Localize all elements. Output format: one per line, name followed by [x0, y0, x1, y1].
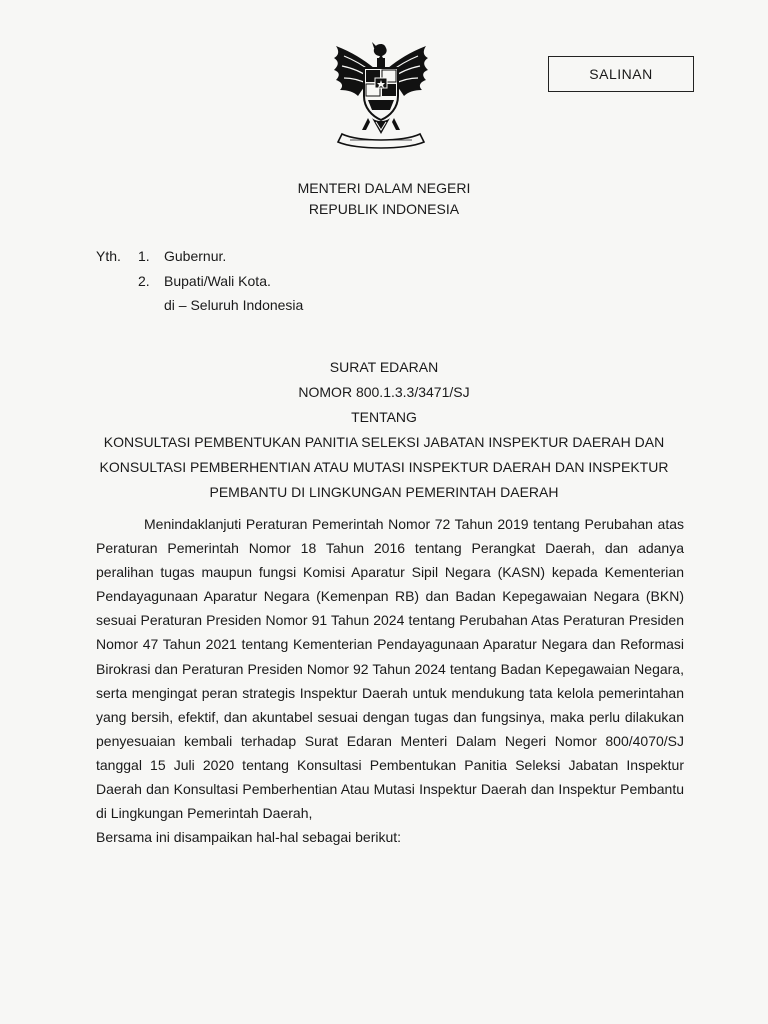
addressee-text: Gubernur.: [164, 248, 227, 264]
letter-title-line: PEMBANTU DI LINGKUNGAN PEMERINTAH DAERAH: [209, 484, 559, 500]
addressee-item-1: [96, 244, 303, 269]
addressee-location-row: [96, 293, 303, 318]
salinan-label: SALINAN: [589, 66, 653, 82]
ministry-country: REPUBLIK INDONESIA: [308, 201, 460, 217]
addressee-number: 1.: [138, 248, 150, 264]
ministry-name: MENTERI DALAM NEGERI: [297, 180, 471, 196]
letter-heading: [0, 355, 768, 505]
letter-about: TENTANG: [351, 409, 417, 425]
addressee-text: Bupati/Wali Kota.: [164, 272, 271, 289]
addressee-location: di – Seluruh Indonesia: [164, 297, 304, 313]
garuda-emblem-icon: [328, 38, 434, 150]
letter-number: NOMOR 800.1.3.3/3471/SJ: [298, 384, 470, 400]
letter-type: SURAT EDARAN: [329, 359, 439, 375]
letter-body: [96, 512, 684, 849]
body-closing: Bersama ini disampaikan hal-hal sebagai berikut:: [96, 829, 402, 846]
body-paragraph: Menindaklanjuti Peraturan Pemerintah Nomor 72 Tahun 2019 tentang Perubahan atas Peraturan Pemerintah Nomor 18 Tahun 2016 tentang Perangkat Daerah, dan adanya peralihan tugas maupun fungsi Komisi Aparatur Sipil Negara (KASN) kepada Kementerian Pendayagunaan Aparatur Negara (Kemenpan RB) dan Badan Kepegawaian Negara (BKN) sesuai Peraturan Presiden Nomor 91 Tahun 2024 tentang Perubahan Atas Peraturan Presiden Nomor 47 Tahun 2021 tentang Kementerian Pendayagunaan Aparatur Negara dan Reformasi Birokrasi dan Peraturan Presiden Nomor 92 Tahun 2024 tentang Badan Kepegawaian Negara, serta mengingat peran strategis Inspektur Daerah untuk mendukung tata kelola pemerintahan yang bersih, efektif, dan akuntabel sesuai dengan tugas dan fungsinya, maka perlu dilakukan penyesuaian kembali terhadap Surat Edaran Menteri Dalam Negeri Nomor 800/4070/SJ tanggal 15 Juli 2020 tentang Konsultasi Pembentukan Panitia Seleksi Jabatan Inspektur Daerah dan Konsultasi Pemberhentian Atau Mutasi Inspektur Daerah dan Inspektur Pembantu di Lingkungan Pemerintah Daerah,: [96, 516, 684, 822]
addressee-item-2: [96, 269, 303, 294]
letter-title-line: KONSULTASI PEMBERHENTIAN ATAU MUTASI INSPEKTUR DAERAH DAN INSPEKTUR: [99, 459, 669, 475]
letter-title-line: KONSULTASI PEMBENTUKAN PANITIA SELEKSI JABATAN INSPEKTUR DAERAH DAN: [103, 434, 665, 450]
ministry-header: [0, 178, 768, 220]
addressee-number: 2.: [138, 272, 150, 289]
salinan-stamp: [548, 56, 694, 92]
addressee-block: [96, 244, 303, 318]
addressee-prefix: Yth.: [96, 248, 121, 264]
